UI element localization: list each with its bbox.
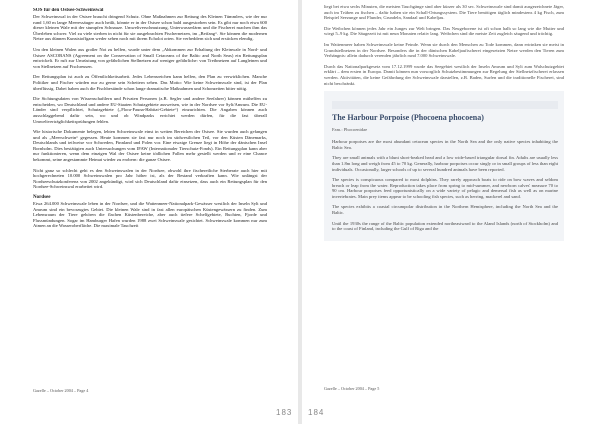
left-paragraph: Der Schweinswal in der Ostsee braucht dringend Schutz. Ohne Maßnahmen zur Rettung des Kleinen Tümmlers, wie der nur rund 1,60 m lange Meeressäuger auch heißt, könnte er in der Ostsee schon bald ausgestorben sein. Es gibt nur noch etwa 600 dieser kleinen Wale mit der stumpfen Schnauze. Umweltverschmutzung, Unterwasserlärm und die Fischerei machen ihm das Überleben schwer. Viel zu viele sterben in nicht für sie ausgebrachten Fischernetzen, im „Beifang“. Sie können die modernen Netze aus dünnen Kunststoffgarn weder sehen noch mit ihrem Echolot orten. Sie verheddern sich und ersticken elendig. [33, 14, 267, 42]
nordsee-paragraph: Etwa 264.000 Schweinswale leben in der Nordsee, und die Wattenmeer-Nationalpark-Gewässer westlich der Inseln Sylt und Amrum sind ein bevorzugtes Gebiet. Die kleinen Wale sind in fast allen europäischen Küstengewässern zu finden. Zum Lebensraum der Tiere gehören die flachen Küstenbereiche, aber auch tiefere Schelfgebiete, Buchten, Fjorde und Flussmündungen. Sogar im Hamburger Hafen wurden 1988 zwei Schweinswale gesichtet. Schweinswale kommen nur zum Atmen an die Wasseroberfläche. Die maximale Tauchzeit [33, 201, 267, 229]
left-page [0, 0, 298, 424]
right-page-number: 184 [308, 408, 325, 417]
right-page [302, 0, 600, 424]
english-paragraph: The species exhibits a coastal circumpolar distribution in the Northern Hemisphere, including the North Sea and the Baltic. [332, 204, 558, 216]
left-heading: SOS für den Ostsee-Schweinswal [33, 8, 104, 13]
article-title: The Harbour Porpoise (Phocoena phocoena) [332, 113, 484, 123]
right-paragraph: liegt bei etwa sechs Minuten, die meisten Tauchgänge sind aber kürzer als 30 sec. Schweinswale sind damit ausgezeichnete Jäger, auch im Trüben zu fischen – dafür haben sie ein Schall-Ortungssystem. Die Tiere benötigen täglich mindestens 4 kg Fisch, zum Beispiel Seezunge und Flunder, Grundeln, Sandaal und Kabeljau. [324, 4, 564, 21]
english-article-panel [324, 91, 564, 241]
english-paragraph: The species is conspicuous compared to most dolphins. They rarely approach boats to ride on bow waves and seldom breach or leap from the water. Reproduction takes place from spring to mid-summer, and newborn calves' measure 70 to 90 cm. Harbour porpoises feed opportunistically on a wide variety of pelagic and demersal fish as well as on marine invertebrates. Main prey items appear to be schooling fish species, such as herring, mackerel and sand. [332, 177, 558, 199]
left-paragraph: Nicht ganz so schlecht geht es den Schweinswalen in der Nordsee, obwohl ihre fischereiliche Sterberate auch hier mit hochgerechneten 10.000 Schweinswalen pro Jahr höher ist, als der Bestand verkraften kann. Wie unlängst der Nordseeschutzkonferenz von 2002 angekündigt, wird sich Deutschland dafür einsetzen, dass auch ein Rettungsplan für den Nordsee-Schweinswal erarbeitet wird. [33, 167, 267, 190]
article-subtitle: Fam.: Phocoenidae [332, 127, 368, 133]
english-paragraph: They are small animals with a blunt short-beaked head and a low wide-based triangular dorsal fin. Adults are usually less than 1.8m long and weigh from 45 to 70 kg. Generally, harbour porpoises occur singly or in small groups of less than eight individuals. Occasionally, larger schools of up to several hundred animals have been reported. [332, 155, 558, 172]
left-footer: Gazelle – October 2004 – Page 4 [33, 388, 89, 393]
right-paragraph: Durch das Nationalparkgesetz vom 17.12.1999 wurde das Seegebiet westlich der Inseln Amrum und Sylt zum Walschutzgebiet erklärt – dem ersten in Europa. Damit können nun vorsorglich Schutzbestimmungen zur Regelung der Stellnetzfischerei erlassen werden. Aktivitäten, die keine Gefährdung der Schweinswale darstellen, z.B. Baden, Surfen und die traditionelle Fischerei, sind nicht beschränkt. [324, 63, 564, 86]
left-paragraph: Um den kleinen Walen aus großer Not zu helfen, wurde unter dem „Abkommen zur Erhaltung der Kleinwale in Nord- und Ostsee ASCOBANS (Agreement on the Conservation of Small Cetaceans of the Baltic and North Seas) ein Rettungsplan entwickelt. Er ruft zur Umrüstung von gefährlichen Stellnetzen auf weniger gefährliche: von Treibnetzen auf Langleinen und von Stellnetzen auf Fischreusen. [33, 46, 267, 69]
right-paragraph: Die Weibchen können jedes Jahr ein Junges zur Welt bringen. Das Neugeborene ist oft schon halb so lang wie die Mutter und wiegt 5–9 kg. Die Säugezeit ist mit neun Monaten relativ lang. Weibchen sind die meiste Zeit zugleich säugend und trächtig. [324, 25, 564, 37]
left-page-number: 183 [276, 408, 293, 417]
english-paragraph: Until the 1930s the range of the Baltic population extended northeastward to the Aland Islands (north of Stockholm) and to the coast of Finland, including the Gulf of Riga and the [332, 220, 558, 232]
left-paragraph: Wie historische Dokumente belegen, lebten Schweinswale einst in weiten Bereichen der Ostsee. Sie wurden auch gefangen und als „Meerschwein“ gegessen. Heute kommen sie fast nur noch im südwestlichen Teil, vor den Küsten Dänemarks, Deutschlands und teilweise vor Schweden, Finnland und Polen vor. Eine etwaige Grenze liegt in Höhe der dänischen Insel Bornholm. Dies bestätigten auch Untersuchungen vom IFAW (Internationaler Tierschutz-Fonds). Ein Rettungsplan kann aber nur funktionieren, wenn dem einzigen Wal der Ostsee keine tödlichen Fallen mehr gestellt werden und er eine Chance bekommt, seine angestammte Heimat wieder zu erobern: die ganze Ostsee. [33, 129, 267, 163]
left-paragraph: Der Rettungsplan ist auch zu Öffentlichkeitsarbeit. Jedes Lebensreichen kann helfen, den Plan zu verwirklichen. Manche Politiker und Fischer würden nur zu gerne sein Scheitern sehen. Das Motto: Wie keine Schweinswale sind, ist der Plan überflüssig. Dabei haben auch die Fischbestände schon lange dramatische Maßnahmen und Schonzeiten bitter nötig. [33, 74, 267, 91]
left-column [33, 8, 267, 380]
left-paragraph: Die Sichtungsdaten von Wissenschaftlern und Privaten Personen (z.B. Segler und andere Seefahrer) können mithelfen zu entscheiden, wo Deutschland und andere EU-Staaten Schutzgebiete ausweisen, wie in der Nordsee vor Sylt/Amrum. Die EU-Länder sind verpflichtet, Schutzgebiete („Flora-Fauna-Habitat-Gebiete“) einzurichten. Die Angaben können auch ausschlaggebend dafür sein, wo und ob Windparks errichtet werden dürfen, für die fast überall Umweltverträglichkeitsprüfungen fehlen. [33, 96, 267, 124]
english-paragraph: Harbour porpoises are the most abundant cetacean species in the North Sea and the only native species inhabiting the Baltic Sea. [332, 139, 558, 150]
right-footer: Gazelle – October 2004 – Page 5 [324, 386, 380, 391]
nordsee-subheading: Nordsee [33, 195, 51, 201]
right-paragraph: Im Wattenmeer haben Schweinswale keine Feinde. Wenn sie durch den Menschen zu Tode kommen, dann ertrinken sie meist in Grundstellnetzen in der Nordsee. Besonders die in der dänischen Kabeljaufischerei eingesetzten Netze werden den Tieren zum Verhängnis: allein dadurch verenden jährlich rund 7.000 Schweinswale. [324, 41, 564, 59]
right-column [324, 4, 564, 382]
decorative-band [332, 101, 558, 109]
